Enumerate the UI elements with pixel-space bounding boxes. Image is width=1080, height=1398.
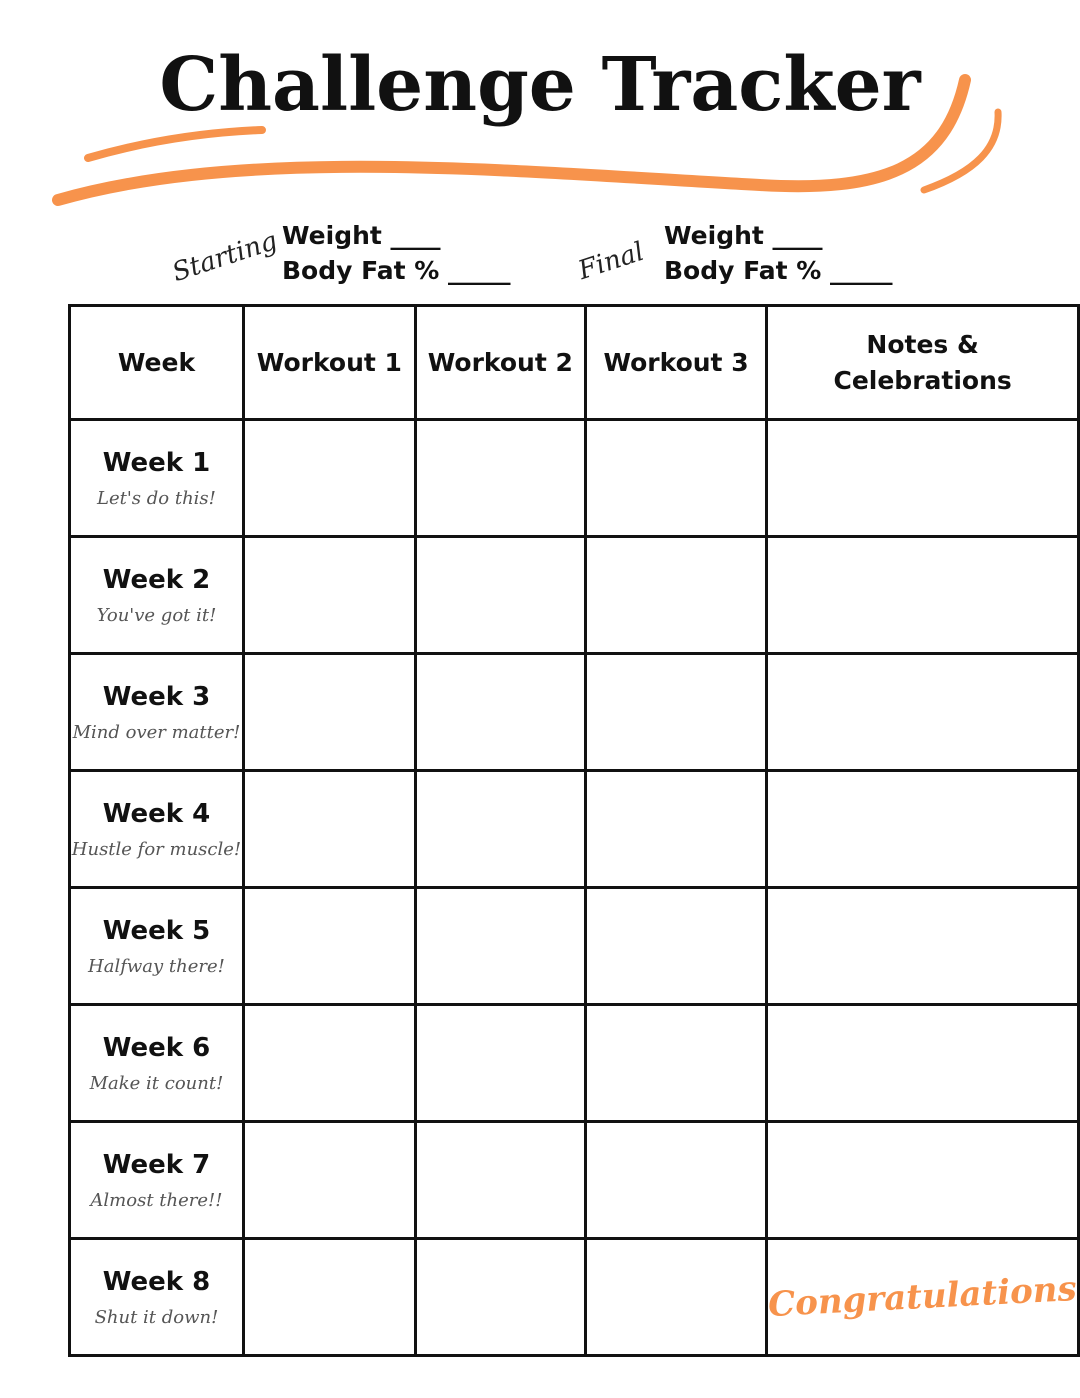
workout-3-cell[interactable] bbox=[585, 1239, 766, 1356]
header-workout-2: Workout 2 bbox=[415, 306, 585, 420]
week-motto: Halfway there! bbox=[88, 955, 225, 977]
notes-cell[interactable] bbox=[767, 654, 1079, 771]
orange-swoosh-decoration bbox=[0, 60, 1080, 220]
week-label: Week 6 bbox=[102, 1032, 211, 1063]
week-cell bbox=[70, 888, 244, 1005]
notes-cell[interactable] bbox=[767, 537, 1079, 654]
header-workout-1: Workout 1 bbox=[243, 306, 415, 420]
week-motto: Mind over matter! bbox=[72, 721, 241, 743]
week-motto: Shut it down! bbox=[94, 1306, 219, 1328]
week-cell bbox=[70, 771, 244, 888]
workout-2-cell[interactable] bbox=[415, 1239, 585, 1356]
workout-2-cell[interactable] bbox=[415, 420, 585, 537]
week-motto: Let's do this! bbox=[97, 487, 216, 509]
week-label: Week 1 bbox=[102, 447, 211, 478]
workout-1-cell[interactable] bbox=[243, 888, 415, 1005]
table-header-row bbox=[70, 306, 1079, 420]
table-row bbox=[70, 654, 1079, 771]
table-row bbox=[70, 888, 1079, 1005]
workout-1-cell[interactable] bbox=[243, 420, 415, 537]
workout-3-cell[interactable] bbox=[585, 888, 766, 1005]
table-row bbox=[70, 1122, 1079, 1239]
workout-2-cell[interactable] bbox=[415, 1005, 585, 1122]
workout-3-cell[interactable] bbox=[585, 420, 766, 537]
workout-1-cell[interactable] bbox=[243, 771, 415, 888]
week-label: Week 8 bbox=[102, 1266, 211, 1297]
final-label: Final bbox=[574, 236, 648, 286]
table-row bbox=[70, 1239, 1079, 1356]
workout-3-cell[interactable] bbox=[585, 771, 766, 888]
notes-cell[interactable] bbox=[767, 420, 1079, 537]
tracker-table bbox=[68, 304, 1080, 1357]
workout-2-cell[interactable] bbox=[415, 888, 585, 1005]
workout-1-cell[interactable] bbox=[243, 1239, 415, 1356]
table-row bbox=[70, 771, 1079, 888]
header-workout-3: Workout 3 bbox=[585, 306, 766, 420]
header-week: Week bbox=[70, 306, 244, 420]
workout-2-cell[interactable] bbox=[415, 1122, 585, 1239]
notes-cell[interactable] bbox=[767, 1005, 1079, 1122]
notes-cell[interactable] bbox=[767, 888, 1079, 1005]
table-row bbox=[70, 420, 1079, 537]
workout-1-cell[interactable] bbox=[243, 537, 415, 654]
notes-cell[interactable] bbox=[767, 1122, 1079, 1239]
week-cell bbox=[70, 537, 244, 654]
week-label: Week 4 bbox=[102, 798, 211, 829]
week-motto: You've got it! bbox=[96, 604, 217, 626]
table-row bbox=[70, 1005, 1079, 1122]
week-motto: Hustle for muscle! bbox=[71, 838, 242, 860]
week-cell bbox=[70, 1239, 244, 1356]
final-weight-field[interactable]: Weight ____ bbox=[664, 221, 823, 250]
week-cell bbox=[70, 1122, 244, 1239]
week-label: Week 3 bbox=[102, 681, 211, 712]
starting-weight-field[interactable]: Weight ____ bbox=[282, 221, 441, 250]
workout-2-cell[interactable] bbox=[415, 654, 585, 771]
week-cell bbox=[70, 420, 244, 537]
notes-cell[interactable] bbox=[767, 771, 1079, 888]
table-row bbox=[70, 537, 1079, 654]
week-cell bbox=[70, 1005, 244, 1122]
workout-3-cell[interactable] bbox=[585, 1005, 766, 1122]
week-label: Week 2 bbox=[102, 564, 211, 595]
starting-label: Starting bbox=[168, 225, 282, 288]
page-title: Challenge Tracker bbox=[159, 42, 921, 128]
week-cell bbox=[70, 654, 244, 771]
week-label: Week 5 bbox=[102, 915, 211, 946]
workout-1-cell[interactable] bbox=[243, 1005, 415, 1122]
congratulations-text: Congratulations bbox=[767, 1268, 1078, 1326]
starting-bodyfat-field[interactable]: Body Fat % _____ bbox=[282, 256, 511, 285]
week-motto: Make it count! bbox=[89, 1072, 224, 1094]
workout-3-cell[interactable] bbox=[585, 537, 766, 654]
notes-cell[interactable] bbox=[767, 1239, 1079, 1356]
workout-3-cell[interactable] bbox=[585, 1122, 766, 1239]
workout-1-cell[interactable] bbox=[243, 654, 415, 771]
workout-2-cell[interactable] bbox=[415, 771, 585, 888]
header-notes-label: Notes & Celebrations bbox=[833, 329, 1012, 395]
workout-2-cell[interactable] bbox=[415, 537, 585, 654]
workout-3-cell[interactable] bbox=[585, 654, 766, 771]
header-notes bbox=[767, 306, 1079, 420]
week-motto: Almost there!! bbox=[90, 1189, 223, 1211]
workout-1-cell[interactable] bbox=[243, 1122, 415, 1239]
final-bodyfat-field[interactable]: Body Fat % _____ bbox=[664, 256, 893, 285]
week-label: Week 7 bbox=[102, 1149, 211, 1180]
